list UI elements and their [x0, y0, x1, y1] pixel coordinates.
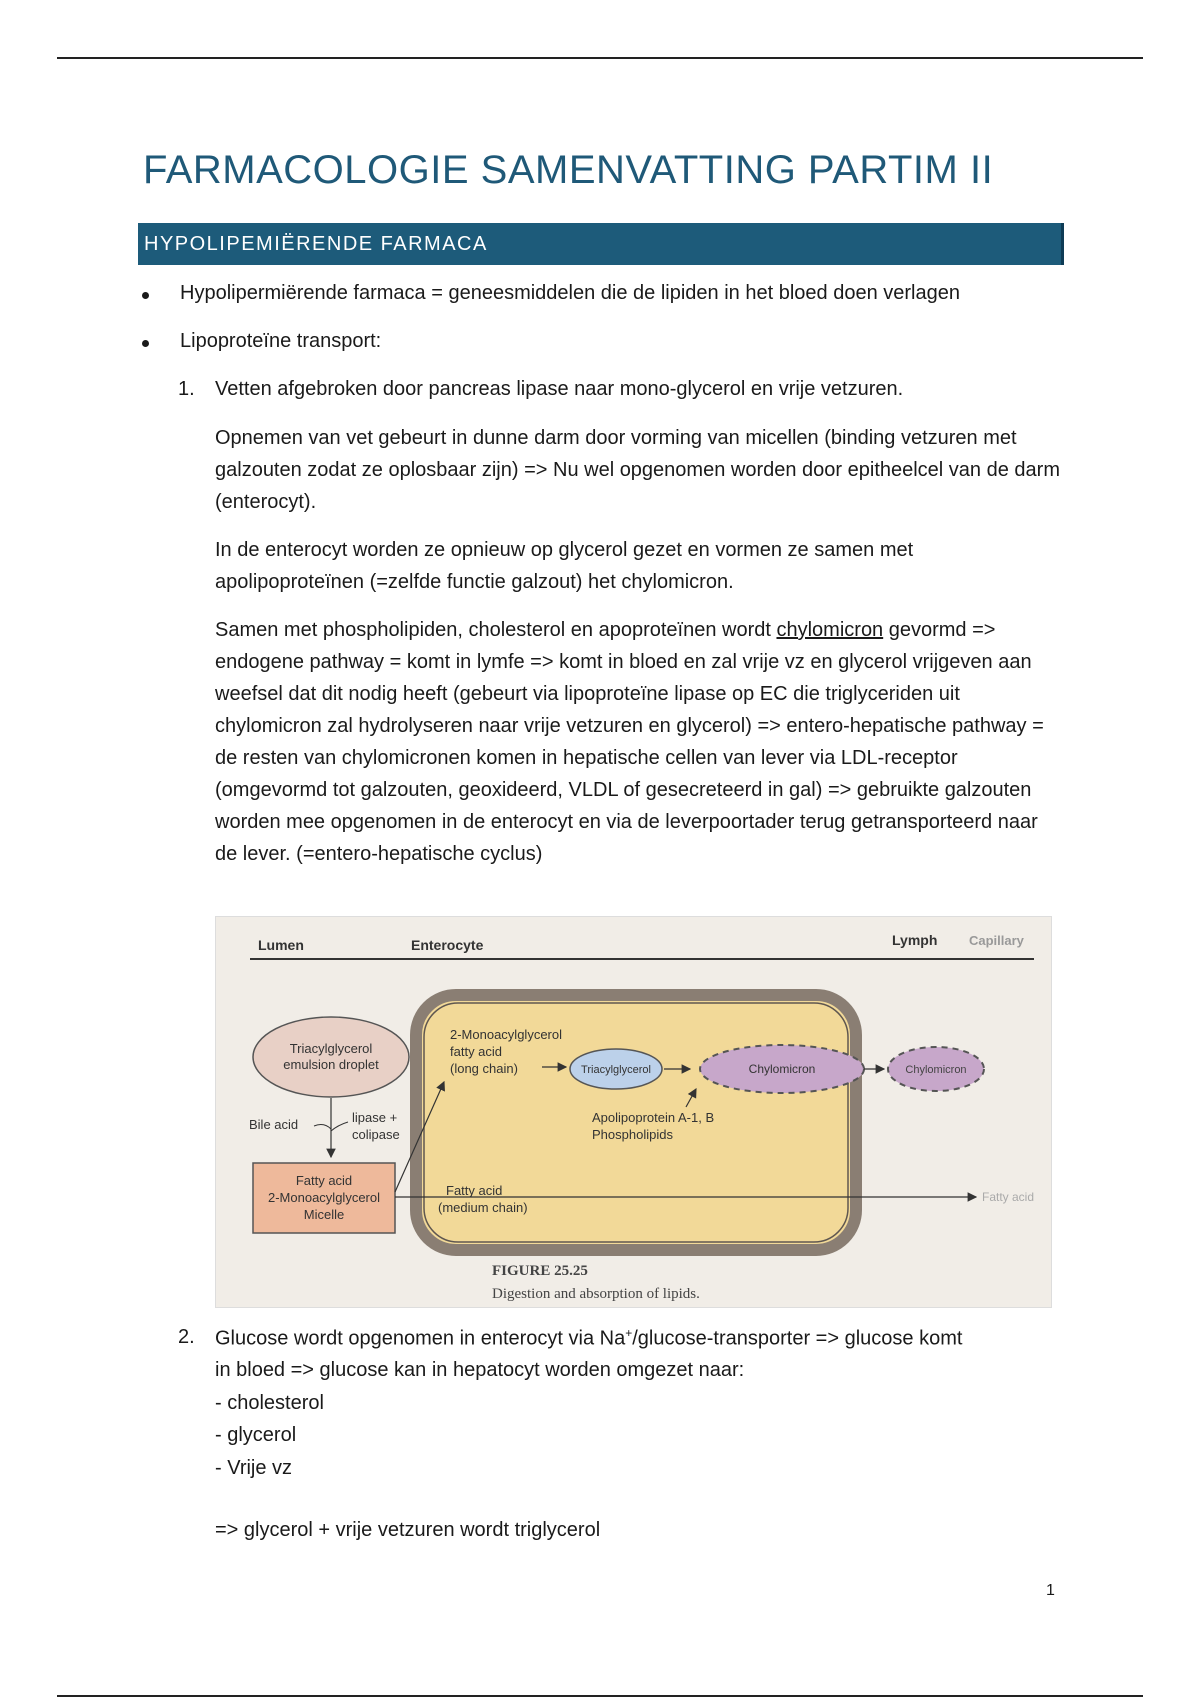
item-text	[215, 1326, 962, 1351]
paragraph-text: gevormd => endogene pathway = komt in lymfe => komt in bloed en zal vrije vz en glycerol vrijgeven aan weefsel dat dit nodig heeft (gebeurt via lipoproteïne lipase op EC die triglyceriden uit chylomicron zal hydrolyseren naar vrije vetzuren en glycerol) => entero-hepatische pathway = de resten van chylomicronen komen in hepatische cellen van lever via LDL-receptor (omgevormd tot galzouten, geoxideerd, VLDL of gesecreteerd in gal) => gebruikte galzouten worden mee opgenomen in de enterocyt en via de leverpoortader terug getransporteerd naar de lever. (=entero-hepatische cyclus)	[215, 619, 1044, 865]
paragraph	[215, 614, 1065, 870]
bullet-dot-icon	[142, 340, 149, 347]
text-line: in bloed => glucose kan in hepatocyt worden omgezet naar:	[215, 1359, 745, 1381]
apolipoprotein-label: Apolipoprotein A-1, B	[592, 1110, 715, 1125]
paragraph: In de enterocyt worden ze opnieuw op glycerol gezet en vormen ze samen met apolipoproteïnen (=zelfde functie galzout) het chylomicron.	[215, 539, 914, 593]
figure-caption-number: FIGURE 25.25	[492, 1263, 588, 1279]
header-rule	[57, 57, 1143, 59]
bile-acid-connector	[314, 1125, 331, 1129]
lipase-connector	[331, 1122, 348, 1131]
footer-rule	[57, 1695, 1143, 1697]
label-enterocyte: Enterocyte	[411, 937, 484, 953]
droplet-label: emulsion droplet	[283, 1057, 379, 1072]
glucose-details	[215, 1354, 744, 1484]
list-item: - glycerol	[215, 1424, 297, 1446]
underlined-term: chylomicron	[776, 619, 884, 641]
page-title: FARMACOLOGIE SAMENVATTING PARTIM II	[143, 148, 994, 192]
paragraph-text: Samen met phospholipiden, cholesterol en apoproteïnen wordt	[215, 619, 777, 641]
bullet-text: Lipoproteïne transport:	[180, 330, 382, 352]
label-lymph: Lymph	[892, 932, 938, 948]
section-heading-banner	[138, 223, 1064, 265]
label-capillary: Capillary	[969, 933, 1024, 948]
figure-caption-text: Digestion and absorption of lipids.	[492, 1286, 700, 1302]
monoacylglycerol-label: 2-Monoacylglycerol	[450, 1027, 562, 1042]
lipase-label: lipase +	[352, 1110, 398, 1125]
conclusion-line: => glycerol + vrije vetzuren wordt triglycerol	[215, 1519, 601, 1541]
banner-edge	[1061, 223, 1064, 265]
lipid-digestion-figure	[215, 916, 1052, 1308]
list-item: - Vrije vz	[215, 1456, 293, 1479]
chylomicron-label: Chylomicron	[748, 1062, 816, 1076]
list-item: - cholesterol	[215, 1391, 324, 1414]
fatty-acid-medium-label: Fatty acid	[446, 1183, 503, 1198]
fatty-acid-medium-label: (medium chain)	[438, 1200, 528, 1215]
phospholipids-label: Phospholipids	[592, 1127, 673, 1142]
item-text-part: Glucose wordt opgenomen in enterocyt via Na	[215, 1327, 626, 1350]
bullet-text: Hypolipermiërende farmaca = geneesmiddelen die de lipiden in het bloed doen verlagen	[180, 282, 960, 304]
section-heading: HYPOLIPEMIËRENDE FARMACA	[144, 233, 488, 255]
paragraph: Opnemen van vet gebeurt in dunne darm door vorming van micellen (binding vetzuren met galzouten zodat ze oplosbaar zijn) => Nu wel opgenomen worden door epitheelcel van de darm (enterocyt).	[215, 427, 1060, 513]
micelle-label: Fatty acid	[295, 1173, 353, 1188]
chylomicron-label: Chylomicron	[905, 1064, 967, 1076]
label-lumen: Lumen	[258, 937, 304, 953]
triacylglycerol-label: Triacylglycerol	[581, 1064, 651, 1076]
droplet-label: Triacylglycerol	[289, 1041, 373, 1056]
bile-acid-label: Bile acid	[249, 1117, 299, 1132]
item-number: 2.	[178, 1326, 195, 1348]
superscript: +	[625, 1326, 633, 1340]
monoacylglycerol-label: (long chain)	[450, 1061, 518, 1076]
fatty-acid-out-label: Fatty acid	[982, 1190, 1035, 1204]
figure-diagram	[216, 917, 1051, 1307]
monoacylglycerol-label: fatty acid	[450, 1044, 503, 1059]
page-number: 1	[1046, 1582, 1055, 1599]
micelle-label: 2-Monoacylglycerol	[268, 1190, 380, 1205]
item-text-part: /glucose-transporter => glucose komt	[632, 1327, 963, 1350]
bullet-dot-icon	[142, 292, 149, 299]
item-text: Vetten afgebroken door pancreas lipase naar mono-glycerol en vrije vetzuren.	[215, 378, 904, 400]
colipase-label: colipase	[352, 1127, 400, 1142]
item-number: 1.	[178, 378, 195, 400]
micelle-label: Micelle	[303, 1207, 345, 1222]
